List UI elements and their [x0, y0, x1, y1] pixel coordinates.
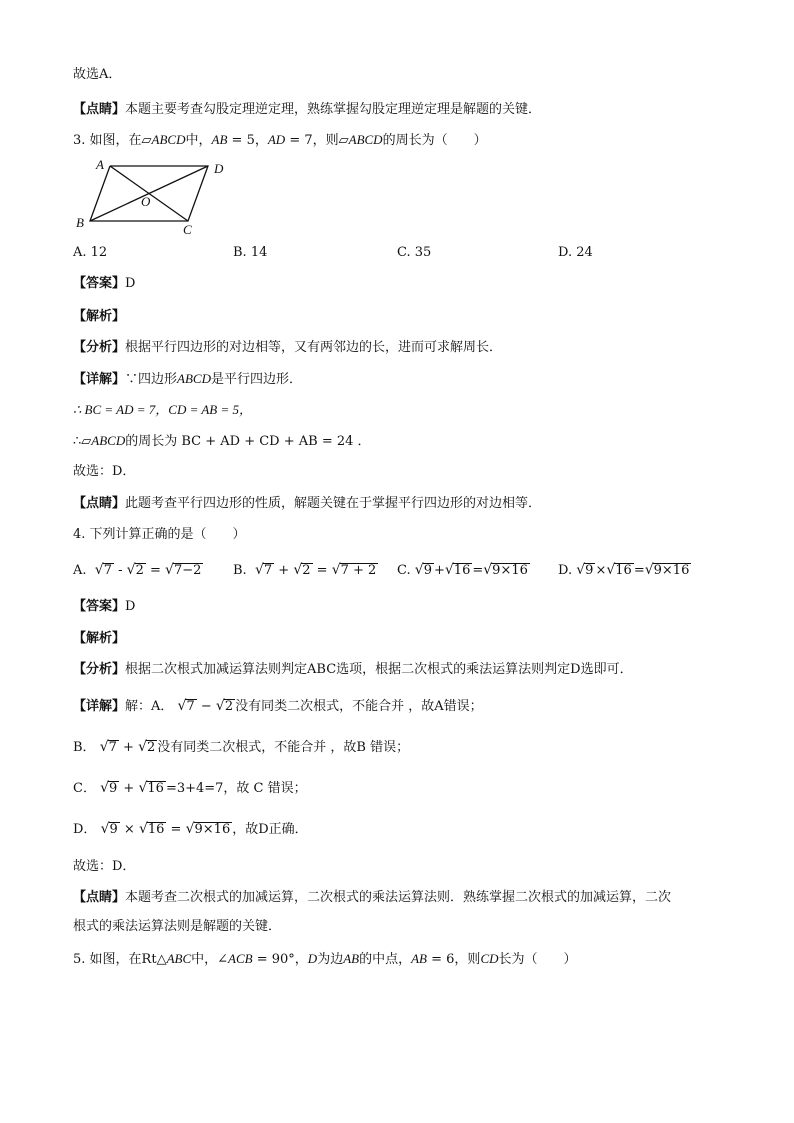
parallelogram-symbol-icon: ▱	[141, 133, 152, 148]
option-c: C. 35	[397, 245, 432, 260]
analysis-3: 【分析】根据平行四边形的对边相等，又有两邻边的长，进而可求解周长．	[73, 340, 503, 355]
label-d: D	[214, 161, 224, 176]
q4-option-b: B. √7 + √2 = √7 + 2	[233, 562, 377, 578]
question-3: 3. 如图，在▱ABCD中，AB = 5，AD = 7，则▱ABCD的周长为（ ）	[73, 132, 487, 148]
question-4: 4. 下列计算正确的是（ ）	[73, 527, 246, 542]
detail-4-a: 【详解】解：A． √7 − √2 没有同类二次根式，不能合并 ，故A错误；	[73, 698, 483, 714]
parallelogram-symbol-icon: ▱	[338, 133, 349, 148]
detail-4-d: D． √9 × √16 = √9×16 ，故D正确．	[73, 821, 308, 837]
analysis-tag-4: 【解析】	[73, 631, 126, 646]
q4-option-a: A. √7 - √2 = √7−2	[73, 562, 202, 578]
parallelogram-symbol-icon: ▱	[81, 434, 92, 449]
comment-3: 【点睛】此题考查平行四边形的性质，解题关键在于掌握平行四边形的对边相等．	[73, 496, 542, 511]
answer-4: 【答案】D	[73, 599, 136, 614]
parallelogram-figure	[70, 156, 240, 238]
label-c: C	[183, 222, 192, 237]
answer-3: 【答案】D	[73, 276, 136, 291]
analysis-4: 【分析】根据二次根式加减运算法则判定ABC选项，根据二次根式的乘法运算法则判定D选即可．	[73, 662, 633, 677]
comment-4: 【点睛】本题考查二次根式的加减运算，二次根式的乘法运算法则．熟练掌握二次根式的加减运算，二次	[73, 890, 672, 905]
detail-4-b: B． √7 + √2 没有同类二次根式，不能合并 ，故B 错误；	[73, 739, 410, 755]
conclusion-line: 故选A．	[73, 67, 122, 82]
detail-3-line2: ∴ BC = AD = 7，CD = AB = 5，	[73, 402, 253, 417]
q4-option-d: D. √9 ×√16 =√9×16	[558, 562, 690, 578]
detail-3: 【详解】∵四边形ABCD是平行四边形．	[73, 371, 302, 387]
comment-4-line2: 根式的乘法运算法则是解题的关键．	[73, 919, 282, 934]
option-d: D. 24	[558, 245, 593, 260]
choice-3: 故选：D．	[73, 464, 136, 479]
detail-3-line3: ∴▱ABCD的周长为 BC + AD + CD + AB = 24 ．	[73, 433, 371, 449]
triangle-symbol-icon: △	[156, 952, 167, 967]
question-5: 5. 如图，在Rt△ABC中，∠ACB = 90°，D为边AB的中点，AB = 6，则CD长为（ ）	[73, 951, 577, 967]
label-a: A	[96, 157, 104, 172]
analysis-tag-3: 【解析】	[73, 309, 126, 324]
comment-line: 【点睛】本题主要考查勾股定理逆定理，熟练掌握勾股定理逆定理是解题的关键．	[73, 102, 542, 117]
q4-option-c: C. √9 +√16 =√9×16	[397, 562, 528, 578]
option-b: B. 14	[233, 245, 268, 260]
label-o: O	[141, 194, 151, 209]
choice-4: 故选：D．	[73, 859, 136, 874]
option-a: A. 12	[73, 245, 108, 260]
detail-4-c: C． √9 + √16 =3+4=7，故 C 错误；	[73, 780, 307, 796]
label-b: B	[76, 215, 84, 230]
